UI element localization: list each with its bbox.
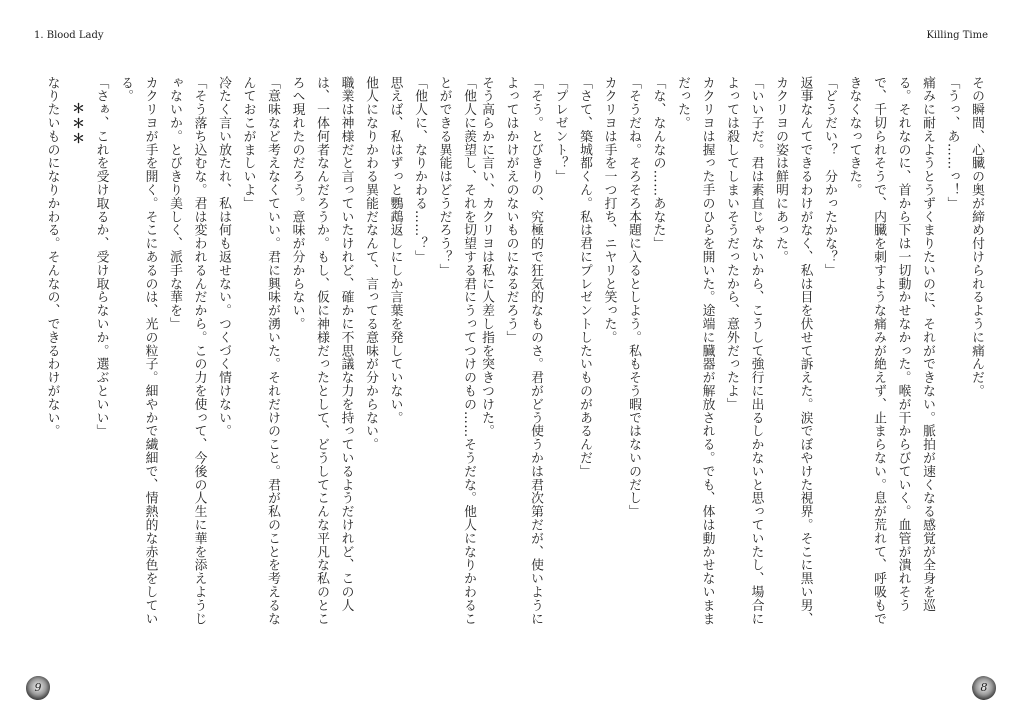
paragraph: 「うっ、あ……っ！」	[944, 76, 960, 210]
paragraph: 「プレゼント？」	[552, 76, 568, 184]
paragraph: 「さて、築城都くん。私は君にプレゼントしたいものがあるんだ」	[577, 76, 592, 478]
paragraph: カクリヨが手を開く。そこにあるのは、光の粒子。細やかで繊細で、情熱的な赤色をしている。	[118, 76, 158, 626]
page-number: 8	[980, 681, 988, 694]
paragraph: 「そうだね。そろそろ本題に入るとしよう。私もそう暇ではないのだし」	[626, 76, 641, 519]
right-page-text	[479, 76, 988, 636]
book-title-header: Killing Time	[926, 30, 988, 41]
paragraph: 「そう。とびきりの、究極的で狂気的なものさ。君がどう使うかは君次第だが、使いようによってはかけがえのないものになるだろう」	[503, 76, 543, 626]
paragraph: 「そう落ち込むな。君は変われるんだから。この力を使って、今後の人生に華を添えようじゃないか。とびきり美しく、派手な華を」	[167, 76, 207, 626]
page-number: 9	[34, 681, 42, 694]
section-break: ＊＊＊	[69, 101, 84, 146]
paragraph: カクリヨは握った手のひらを開いた。途端に臓器が解放される。でも、体は動かせないままだった。	[675, 76, 715, 626]
paragraph: その瞬間、心臓の奥が締め付けられるように痛んだ。	[969, 76, 984, 398]
paragraph: そう高らかに言い、カクリヨは私に人差し指を突きつけた。	[479, 76, 494, 438]
paragraph: 冷たく言い放たれ、私は何も返せない。つくづく情けない。	[216, 76, 231, 438]
paragraph: 「さぁ、これを受け取るか、受け取らないか。選ぶといい」	[93, 76, 109, 438]
page-number-badge-left	[24, 674, 52, 702]
page-number-badge-right	[970, 674, 998, 702]
paragraph: カクリヨは手を一つ打ち、ニヤリと笑った。	[601, 76, 617, 344]
paragraph: 「どうだい？ 分かったかな？」	[822, 76, 837, 277]
paragraph: 「な、なんなの……あなた」	[650, 76, 666, 251]
paragraph: 「意味など考えなくていい。君に興味が湧いた。それだけのこと。君が私のことを考えるなんておこがましいよ」	[240, 76, 280, 626]
paragraph: なりたいものになりかわる。そんなの、できるわけがない。	[44, 76, 60, 438]
paragraph: 「いい子だ。君は素直じゃないから、こうして強行に出るしかないと思っていたし、場合によっては殺してしまいそうだったから、意外だったよ」	[724, 76, 764, 626]
paragraph: 痛みに耐えようとうずくまりたいのに、それができない。脈拍が速くなる感覚が全身を巡る。それなのに、首から下は一切動かせなかった。喉が干からびていく。血管が潰れそうで、千切られそうで、内臓を刺すような痛みが絶えず、止まらない。息が荒れて、呼吸もできなくなってきた。	[846, 76, 935, 626]
left-page-text	[44, 76, 480, 636]
paragraph: 思えば、私はずっと鸚鵡返しにしか言葉を発していない。	[387, 76, 403, 425]
paragraph: 返事なんてできるわけがなく、私は目を伏せて訴えた。涙でぼやけた視界。そこに黒い男、カクリヨの姿は鮮明にあった。	[773, 76, 813, 626]
chapter-header: 1. Blood Lady	[34, 30, 104, 41]
paragraph: 職業は神様だと言っていたけれど、確かに不思議な力を持っているようだけれど、この人は、一体何者なんだろうか。もし、仮に神様だったとして、どうしてこんな平凡な私のところへ現れたのだろう。意味が分からない。	[289, 76, 354, 626]
paragraph: 「他人に羨望し、それを切望する君にうってつけのもの……そうだな。他人になりかわることができる異能はどうだろう？」	[436, 76, 476, 626]
paragraph: 他人になりかわる異能だなんて、言ってる意味が分からない。	[363, 76, 378, 452]
paragraph: 「他人に、なりかわる……？」	[412, 76, 427, 264]
